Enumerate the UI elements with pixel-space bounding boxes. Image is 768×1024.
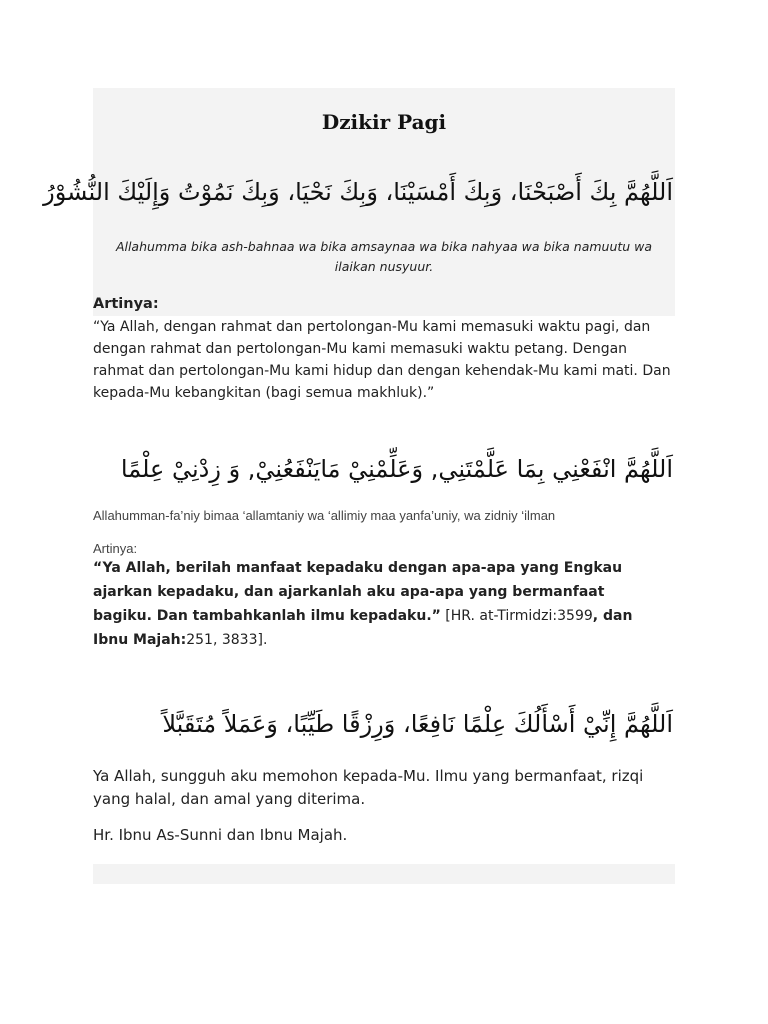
reference-open: [HR. at-Tirmidzi: bbox=[440, 608, 558, 624]
reference-close: ]. bbox=[257, 632, 268, 648]
page-title: Dzikir Pagi bbox=[321, 110, 447, 134]
arabic-prayer-2: اَللَّهُمَّ انْفَعْنِي بِمَا عَلَّمْتَنِي, وَعَلِّمْنِيْ مَايَنْفَعُنِيْ, وَ زِدْنِيْ عِلْمًا bbox=[120, 455, 673, 483]
footer-background-panel bbox=[93, 864, 675, 884]
transliteration-2: Allahumman-fa’niy bimaa ‘allamtaniy wa ‘allimiy maa yanfa’uniy, wa zidniy ‘ilman bbox=[93, 508, 556, 523]
reference-number-2: 251, 3833 bbox=[186, 632, 258, 648]
reference-number-1: 3599 bbox=[557, 608, 593, 624]
meaning-text-3: Ya Allah, sungguh aku memohon kepada-Mu. Ilmu yang bermanfaat, rizqi yang halal, dan amal yang diterima. bbox=[93, 767, 644, 808]
meaning-text-2 bbox=[93, 556, 663, 652]
meaning-text-1: “Ya Allah, dengan rahmat dan pertolongan-Mu kami memasuki waktu pagi, dan dengan rahmat dan pertolongan-Mu kami memasuki waktu petang. Dengan rahmat dan pertolongan-Mu kami hidup dan dengan kehendak-Mu kami mati. Dan kepada-Mu kebangkitan (bagi semua makhluk).” bbox=[93, 319, 671, 401]
arabic-prayer-3: اَللَّهُمَّ إِنِّيْ أَسْأَلُكَ عِلْمًا نَافِعًا، وَرِزْقًا طَيِّبًا، وَعَمَلاً مُتَقَبَّلاً bbox=[162, 710, 673, 738]
meaning-label-1: Artinya: bbox=[93, 296, 159, 312]
meaning-quote-2: “Ya Allah, berilah manfaat kepadaku dengan apa-apa yang Engkau ajarkan kepadaku, dan ajarkanlah aku apa-apa yang bermanfaat bagiku. Dan tambahkanlah ilmu kepadaku.” bbox=[93, 560, 623, 624]
arabic-prayer-1: اَللَّهُمَّ بِكَ أَصْبَحْنَا، وَبِكَ أَمْسَيْنَا، وَبِكَ نَحْيَا، وَبِكَ نَمُوْتُ وَإِلَيْكَ النُّشُوْرُ bbox=[43, 178, 673, 206]
transliteration-1: Allahumma bika ash-bahnaa wa bika amsaynaa wa bika nahyaa wa bika namuutu wa ilaikan nusyuur. bbox=[115, 239, 653, 274]
meaning-label-2: Artinya: bbox=[93, 541, 138, 556]
source-text-3: Hr. Ibnu As-Sunni dan Ibnu Majah. bbox=[93, 826, 348, 844]
reference-mid: , dan Ibnu Majah: bbox=[93, 608, 633, 648]
